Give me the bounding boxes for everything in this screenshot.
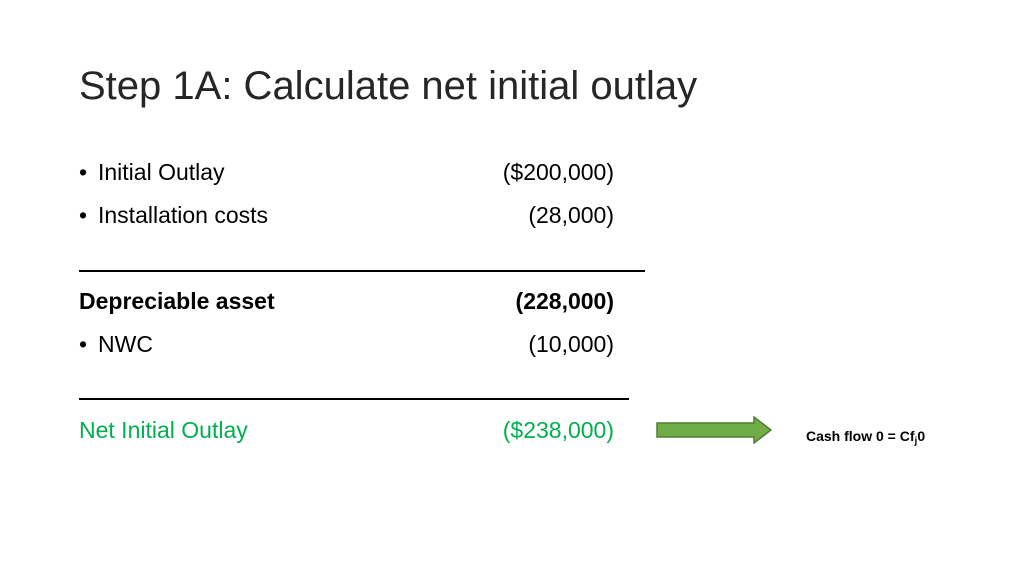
divider-line [79, 398, 629, 400]
cash-flow-note [806, 427, 925, 451]
total-amount: ($238,000) [502, 417, 614, 443]
line-item-label [79, 200, 268, 230]
line-item-amount: (10,000) [528, 331, 614, 357]
line-item-amount: (28,000) [528, 202, 614, 228]
right-arrow-icon [656, 416, 772, 444]
line-item-amount: ($200,000) [502, 159, 614, 185]
subtotal-label: Depreciable asset [79, 288, 275, 314]
line-item-text: NWC [98, 331, 153, 357]
bullet-icon: • [79, 159, 88, 185]
subtotal-amount: (228,000) [515, 288, 614, 314]
cash-flow-note-subscript: j [914, 436, 918, 447]
total-label: Net Initial Outlay [79, 417, 248, 443]
cash-flow-note-suffix: 0 [917, 428, 926, 444]
divider-line [79, 270, 645, 272]
line-item-label [79, 157, 225, 187]
slide-title: Step 1A: Calculate net initial outlay [79, 64, 698, 108]
bullet-icon: • [79, 202, 88, 228]
line-item-text: Installation costs [98, 202, 269, 228]
bullet-icon: • [79, 331, 88, 357]
cash-flow-note-prefix: Cash flow 0 = Cf [806, 428, 915, 444]
line-item-text: Initial Outlay [98, 159, 225, 185]
line-item-label [79, 329, 153, 359]
